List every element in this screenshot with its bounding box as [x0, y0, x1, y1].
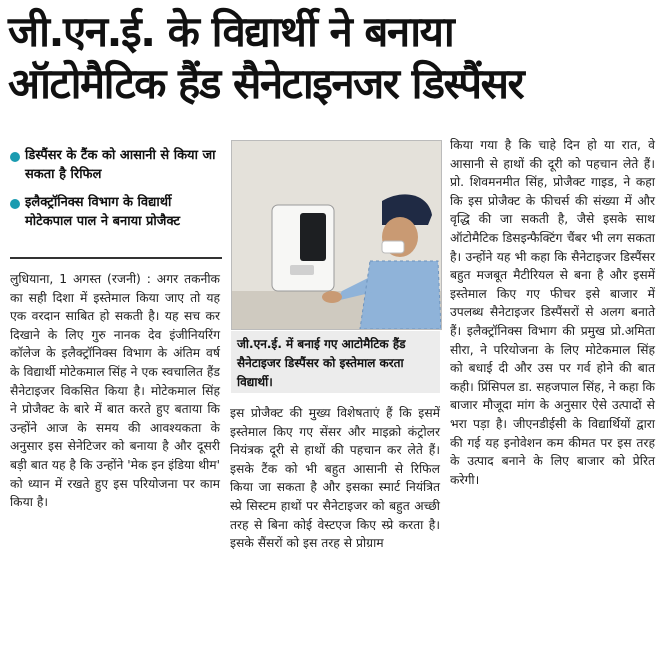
photo-caption-text: जी.एन.ई. में बनाई गए आटोमैटिक हैंड सैनेटाइजर डिस्पैंसर को इस्तेमाल करता विद्यार्थी। — [237, 337, 406, 389]
article-paragraph: लुधियाना, 1 अगस्त (रजनी) : अगर तकनीक का सही दिशा में इस्तेमाल किया जाए तो यह एक वरदान साबित हो सकती है। यह सच कर दिखाने के लिए गुरु नानक देव इंजीनियरिंग कॉलेज के इलैक्ट्रॉनिक्स विभाग के अंतिम वर्ष के विद्यार्थी मोटेकमाल सिंह ने एक स्वचालित हैंड सैनेटाइजर विकसित किया है। मोटेकमाल सिंह ने प्रोजैक्ट के बारे में बात करते हुए बताया कि उन्होंने आज के समय की आवश्यकता के अनुसार इस सेनेटिजर को बनाया है और दूसरी बड़ी बात यह है कि उन्होंने 'मेक इन इंडिया थीम' को ध्यान में रखते हुए इस परियोजना पर काम किया है। — [10, 272, 220, 510]
bullet-dot-icon — [10, 199, 20, 209]
highlight-text: डिस्पैंसर के टैंक को आसानी से किया जा सकता है रिफिल — [25, 148, 216, 182]
article-column-3 — [450, 136, 655, 489]
student-using-dispenser-photo — [232, 141, 441, 329]
article-paragraph: किया गया है कि चाहे दिन हो या रात, वे आसानी से हाथों की दूरी को पहचान लेते हैं। प्रो. शिवमनमीत सिंह, प्रोजैक्ट गाइड, ने कहा कि इस प्रोजैक्ट के फीचर्स की संख्या में और वृद्धि की जा सकती है, जैसे इसके साथ ऑटोमैटिक डिसइन्फैक्टिंग चैंबर भी लग सकता है। उन्होंने यह भी कहा कि सैनेटाइजर डिस्पैंसर बहुत मजबूत मैटीरियल से बना है और इसमें इस्तेमाल किए गए फीचर इसे बाजार में उपलब्ध सैनेटाइजर डिस्पैंसरों से अलग बनाते हैं। इलैक्ट्रॉनिक्स विभाग की प्रमुख प्रो.अमिता सीरा, ने परियोजना के लिए मोटेकमाल सिंह को बधाई दी और उस पर गर्व होने की बात कही। प्रिंसिपल डा. सहजपाल सिंह, ने कहा कि बाजार मौजूदा मांग के अनुसार ऐसे उत्पादों से भरा पड़ा है। जीएनडीईसी के विद्यार्थियों द्वारा की गई यह इनोवेशन कम कीमत पर इस तरह के उत्पाद बनाने के लिए बाजार को प्रेरित करेगी। — [450, 138, 655, 487]
highlight-text: इलैक्ट्रॉनिक्स विभाग के विद्यार्थी मोटेकपाल पाल ने बनाया प्रोजैक्ट — [25, 195, 181, 229]
headline-line-1: जी.एन.ई. के विद्यार्थी ने बनाया — [8, 7, 454, 56]
headline — [8, 6, 658, 110]
article-column-2 — [230, 404, 440, 553]
highlight-item — [10, 146, 222, 184]
highlight-item — [10, 193, 222, 231]
photo-caption — [231, 331, 440, 393]
divider — [10, 257, 222, 259]
article-column-1 — [10, 270, 220, 512]
article-photo — [231, 140, 442, 330]
bullet-dot-icon — [10, 152, 20, 162]
article-paragraph: इस प्रोजैक्ट की मुख्य विशेषताएं हैं कि इसमें इस्तेमाल किए गए सेंसर और माइक्रो कंट्रोलर नियंत्रक दूरी से हाथों की पहचान कर लेते हैं। इसके टैंक को भी बहुत आसानी से रिफिल किया जा सकता है और इसका स्मार्ट नियंत्रित स्प्रे सिस्टम हाथों पर सैनेटाइजर को बहुत अच्छी तरह से बिना कोई वेस्टएज किए स्प्रे करता है। इसके सैंसरों को इस तरह से प्रोग्राम — [230, 406, 440, 551]
highlights — [10, 146, 222, 240]
headline-line-2: ऑटोमैटिक हैंड सैनेटाइनजर डिस्पैंसर — [8, 59, 524, 108]
